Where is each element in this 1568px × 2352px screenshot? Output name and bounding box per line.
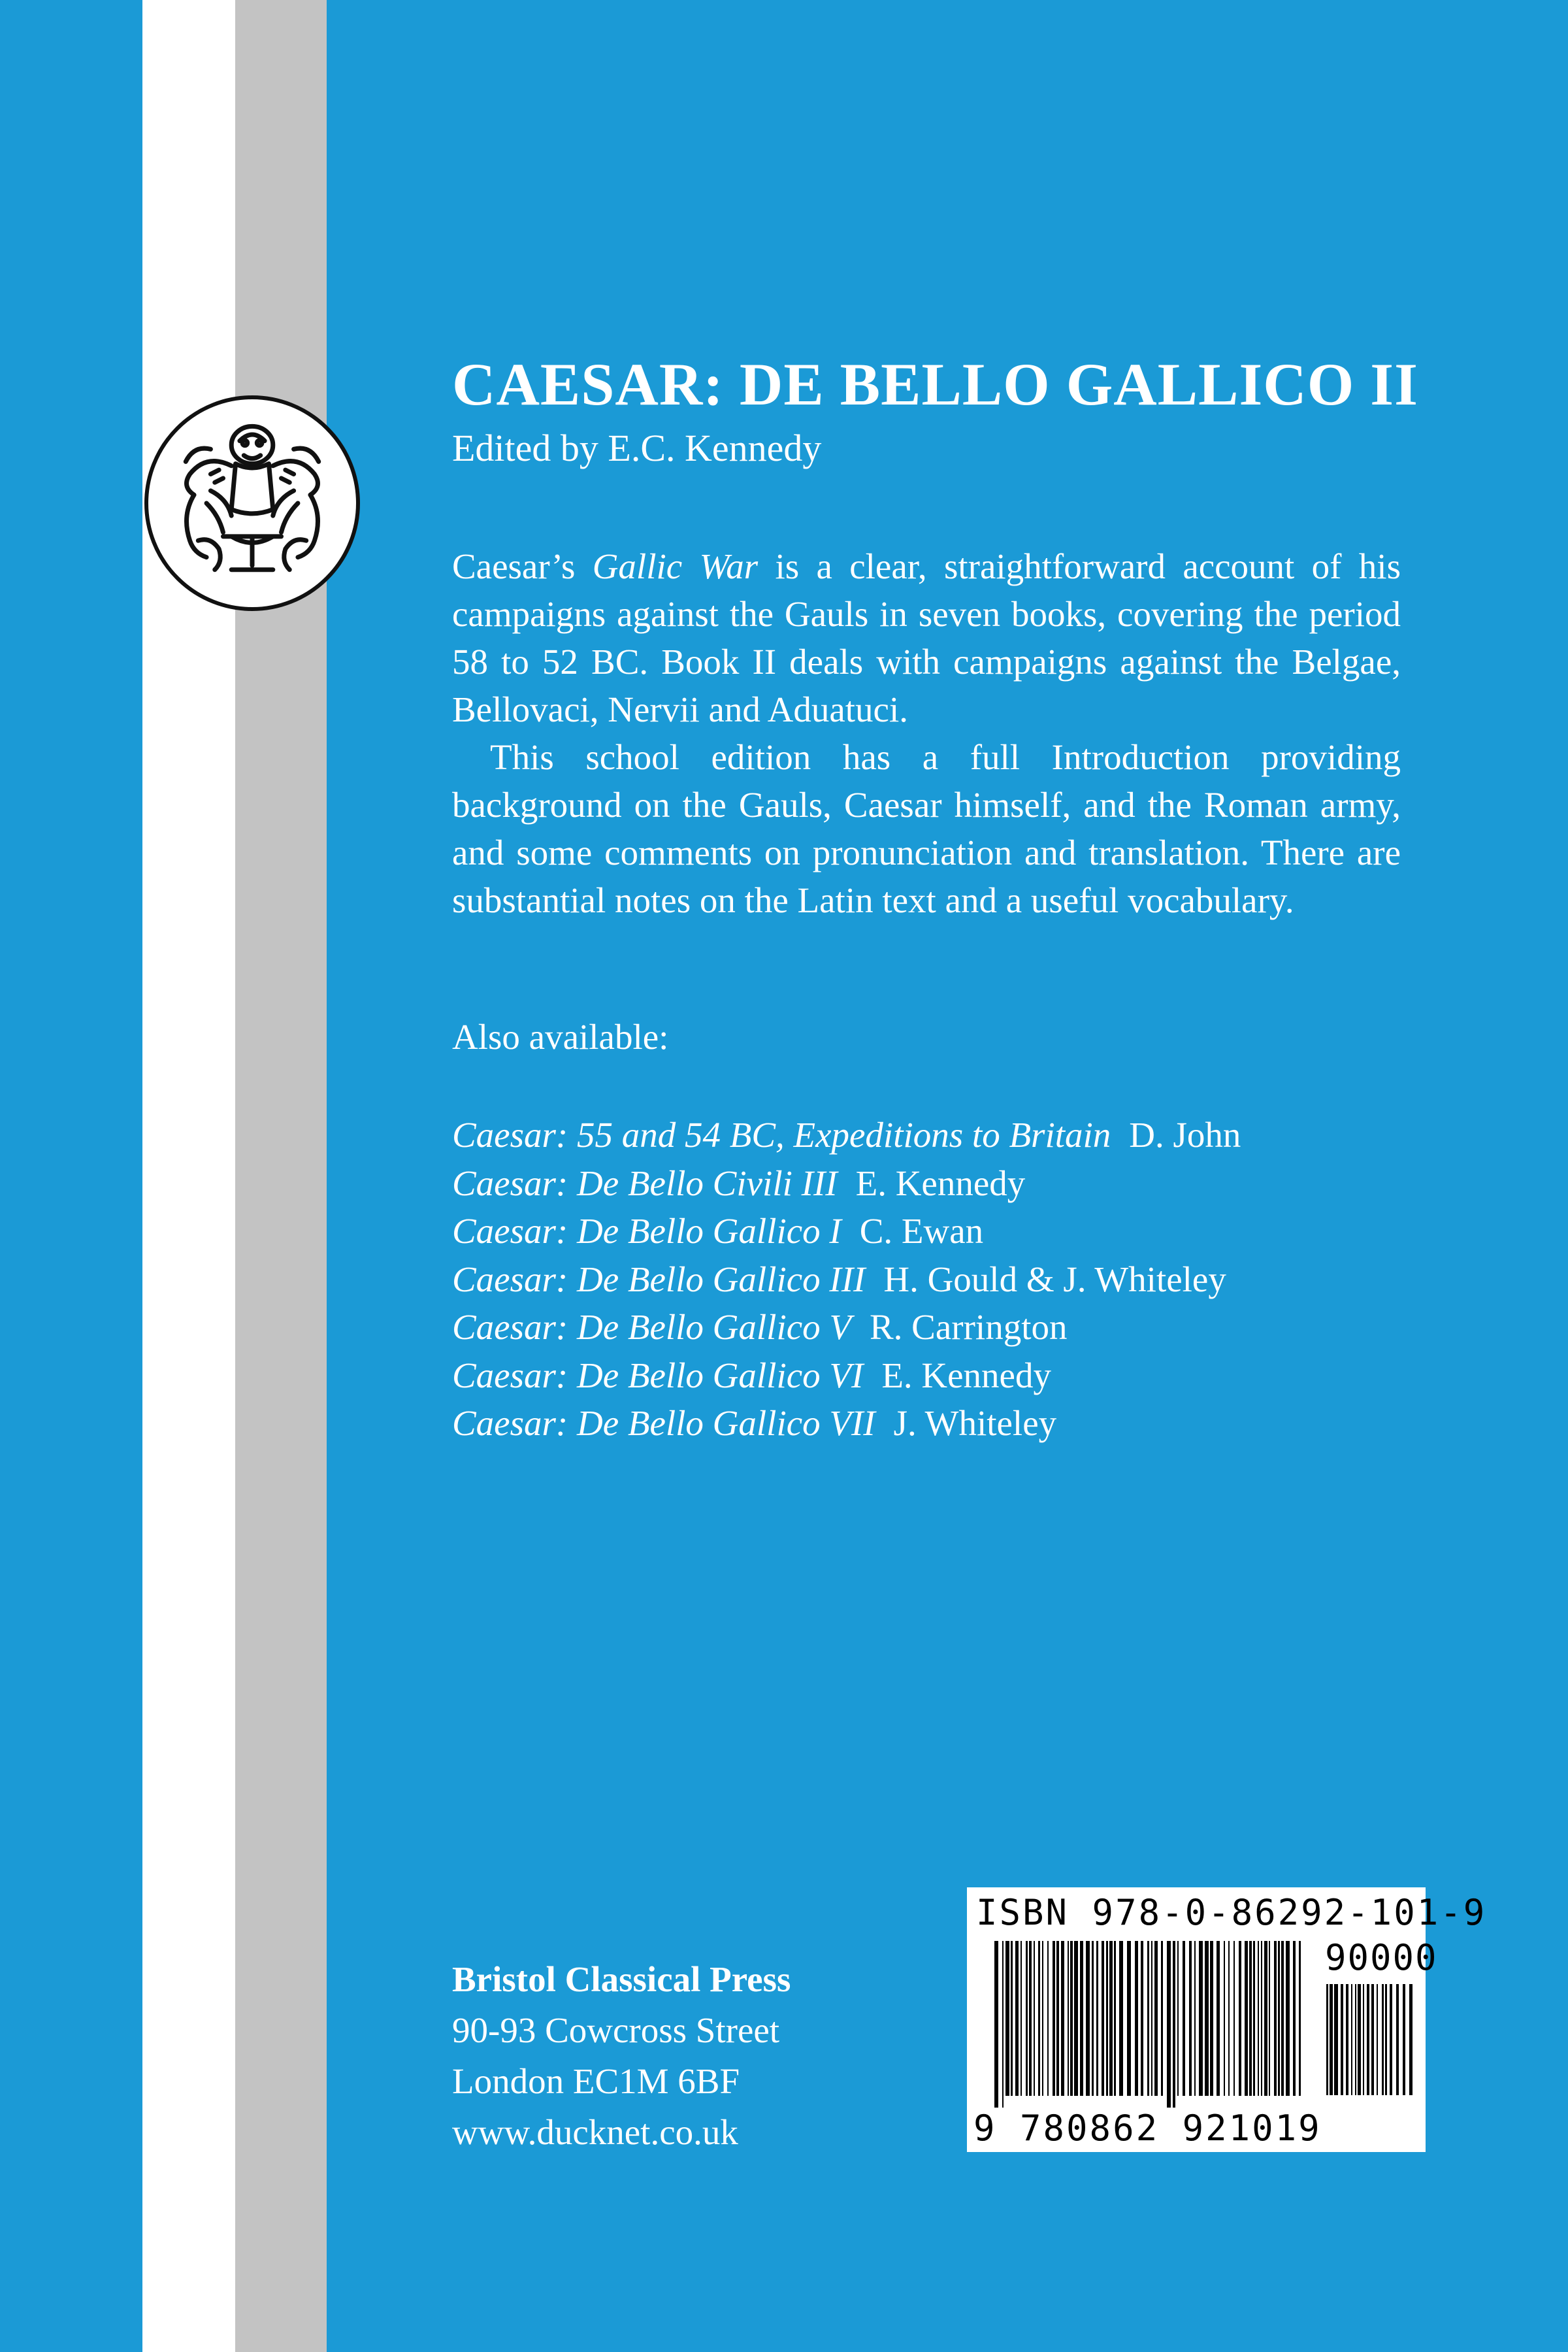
barcode-bar [1189, 1941, 1192, 2096]
barcode-bar [1334, 1984, 1338, 2095]
barcode-bars-icon [993, 1941, 1307, 2108]
barcode-bar [1363, 1984, 1364, 2095]
description-text: Caesar’s [452, 546, 593, 586]
barcode-bar [1194, 1941, 1196, 2096]
related-title: Caesar: De Bello Gallico III [452, 1259, 866, 1299]
barcode-bar [1371, 1984, 1374, 2095]
barcode-bar [1299, 1941, 1301, 2096]
barcode-bar [1092, 1941, 1094, 2096]
barcode-bar [1264, 1941, 1267, 2096]
barcode-bar [1086, 1941, 1090, 2096]
barcode-bar [1239, 1941, 1241, 2096]
barcode-bar [1173, 1941, 1175, 2108]
barcode-bar [1403, 1984, 1405, 2095]
barcode-bar [1210, 1941, 1213, 2096]
barcode-bar [1326, 1984, 1328, 2095]
barcode-bar [1286, 1941, 1290, 2096]
barcode-bar [1183, 1941, 1185, 2096]
barcode-bar [1034, 1941, 1035, 2096]
barcode-bar [1258, 1941, 1259, 2096]
ean-digits: 9 780862 921019 [973, 2108, 1322, 2149]
barcode-bar [1281, 1941, 1284, 2096]
barcode-bar [1070, 1941, 1073, 2096]
barcode-bar [1274, 1941, 1277, 2096]
barcode-bar [1061, 1941, 1064, 2096]
barcode-bar [1390, 1984, 1392, 2095]
related-title: Caesar: 55 and 54 BC, Expeditions to Britain [452, 1115, 1111, 1155]
barcode-bar [1177, 1941, 1179, 2096]
barcode-bar [1151, 1941, 1152, 2096]
barcode-addon-bars-icon [1325, 1984, 1415, 2107]
barcode-bar [1053, 1941, 1055, 2096]
barcode-bar [1096, 1941, 1098, 2096]
barcode-bar [1396, 1984, 1399, 2095]
description-paragraph-2: This school edition has a full Introduction providing background on the Gauls, Caesar himself, and the Roman army, and some comments on pronunciation and translation. There are substantial notes on the Latin text and a useful vocabulary. [452, 737, 1401, 920]
editor-credit: Edited by E.C. Kennedy [452, 427, 822, 469]
publisher-name: Bristol Classical Press [452, 1959, 791, 1999]
barcode-bar [1293, 1941, 1296, 2096]
barcode-bar [1330, 1984, 1333, 2095]
barcode-bar [1161, 1941, 1163, 2096]
related-titles-list [452, 1111, 1241, 1448]
barcode-bar [1068, 1941, 1069, 2096]
barcode-bar [1367, 1984, 1369, 2095]
related-title: Caesar: De Bello Gallico V [452, 1307, 851, 1347]
barcode-bar [1047, 1941, 1049, 2096]
griffin-emblem-icon [144, 395, 360, 611]
description-italic-title: Gallic War [592, 546, 759, 586]
barcode-bar [1409, 1984, 1413, 2095]
barcode-bar [1005, 1941, 1009, 2096]
barcode-bar [1026, 1941, 1028, 2096]
barcode-bar [1217, 1941, 1220, 2096]
barcode-bar [1385, 1984, 1387, 2095]
price-code: 90000 [1325, 1937, 1438, 1978]
barcode-bar [1106, 1941, 1108, 2096]
barcode-bar [1038, 1941, 1040, 2096]
barcode-bar [1249, 1941, 1252, 2096]
isbn-barcode [967, 1887, 1487, 2152]
barcode-bar [1224, 1941, 1225, 2096]
related-author: H. Gould & J. Whiteley [883, 1259, 1226, 1299]
barcode-bar [1351, 1984, 1352, 2095]
barcode-bar [1382, 1984, 1384, 2095]
barcode-bar [1377, 1984, 1378, 2095]
barcode-bar [1358, 1984, 1361, 2095]
list-item [452, 1303, 1241, 1351]
list-item [452, 1207, 1241, 1255]
description-text: is a clear, straightforward account of his campaigns against the Gauls in seven books, covering the period 58 to 52 BC. Book II deals with campaigns against the Belgae, Bellovaci, Nervii and Aduatuci. [452, 546, 1401, 729]
barcode-bar [994, 1941, 998, 2108]
list-item [452, 1159, 1241, 1208]
grey-spine-stripe [235, 0, 327, 2352]
publisher-address [452, 1954, 791, 2158]
barcode-bar [1021, 1941, 1022, 2096]
related-author: D. John [1129, 1115, 1241, 1155]
book-title: CAESAR: DE BELLO GALLICO II [452, 351, 1418, 418]
barcode-bar [1147, 1941, 1149, 2096]
isbn-text: ISBN 978-0-86292-101-9 [976, 1892, 1487, 1933]
barcode-bar [1015, 1941, 1019, 2096]
barcode-bar [1029, 1941, 1032, 2096]
related-author: R. Carrington [870, 1307, 1068, 1347]
related-author: E. Kennedy [855, 1163, 1026, 1203]
barcode-bar [1346, 1984, 1348, 2095]
barcode-bar [1278, 1941, 1280, 2096]
barcode-bar [1080, 1941, 1083, 2096]
barcode-bar [1154, 1941, 1158, 2096]
related-author: E. Kennedy [881, 1355, 1051, 1395]
barcode-bar [1109, 1941, 1113, 2096]
also-available-heading: Also available: [452, 1017, 669, 1057]
publisher-website: www.ducknet.co.uk [452, 2112, 738, 2152]
list-item [452, 1351, 1241, 1400]
barcode-bar [1245, 1941, 1248, 2096]
barcode-bar [1269, 1941, 1270, 2096]
related-title: Caesar: De Bello Civili III [452, 1163, 838, 1203]
barcode-bar [1135, 1941, 1138, 2096]
barcode-bar [1127, 1941, 1131, 2096]
barcode-bar [1261, 1941, 1262, 2096]
barcode-bar [1102, 1941, 1104, 2096]
list-item [452, 1111, 1241, 1159]
barcode-bar [1355, 1984, 1356, 2095]
barcode-bar [1253, 1941, 1255, 2096]
barcode-bar [1167, 1941, 1171, 2108]
publisher-city: London EC1M 6BF [452, 2061, 740, 2101]
barcode-bar [1205, 1941, 1209, 2096]
barcode-bar [1074, 1941, 1078, 2096]
related-author: C. Ewan [859, 1211, 984, 1251]
barcode-bar [1228, 1941, 1230, 2096]
barcode-bar [1233, 1941, 1235, 2096]
description-paragraph-1 [452, 542, 1401, 733]
barcode-bar [1002, 1941, 1004, 2108]
list-item [452, 1399, 1241, 1448]
related-author: J. Whiteley [893, 1403, 1057, 1443]
related-title: Caesar: De Bello Gallico I [452, 1211, 841, 1251]
publisher-street: 90-93 Cowcross Street [452, 2010, 780, 2050]
barcode-bar [1341, 1984, 1343, 2095]
list-item [452, 1255, 1241, 1304]
barcode-bar [1141, 1941, 1143, 2096]
barcode-bar [1199, 1941, 1203, 2096]
related-title: Caesar: De Bello Gallico VII [452, 1403, 875, 1443]
barcode-bar [1114, 1941, 1116, 2096]
barcode-bar [1011, 1941, 1013, 2096]
barcode-bar [1119, 1941, 1123, 2096]
barcode-bar [1056, 1941, 1059, 2096]
description [452, 542, 1401, 924]
barcode-bar [1042, 1941, 1043, 2096]
white-spine-stripe [142, 0, 235, 2352]
related-title: Caesar: De Bello Gallico VI [452, 1355, 864, 1395]
